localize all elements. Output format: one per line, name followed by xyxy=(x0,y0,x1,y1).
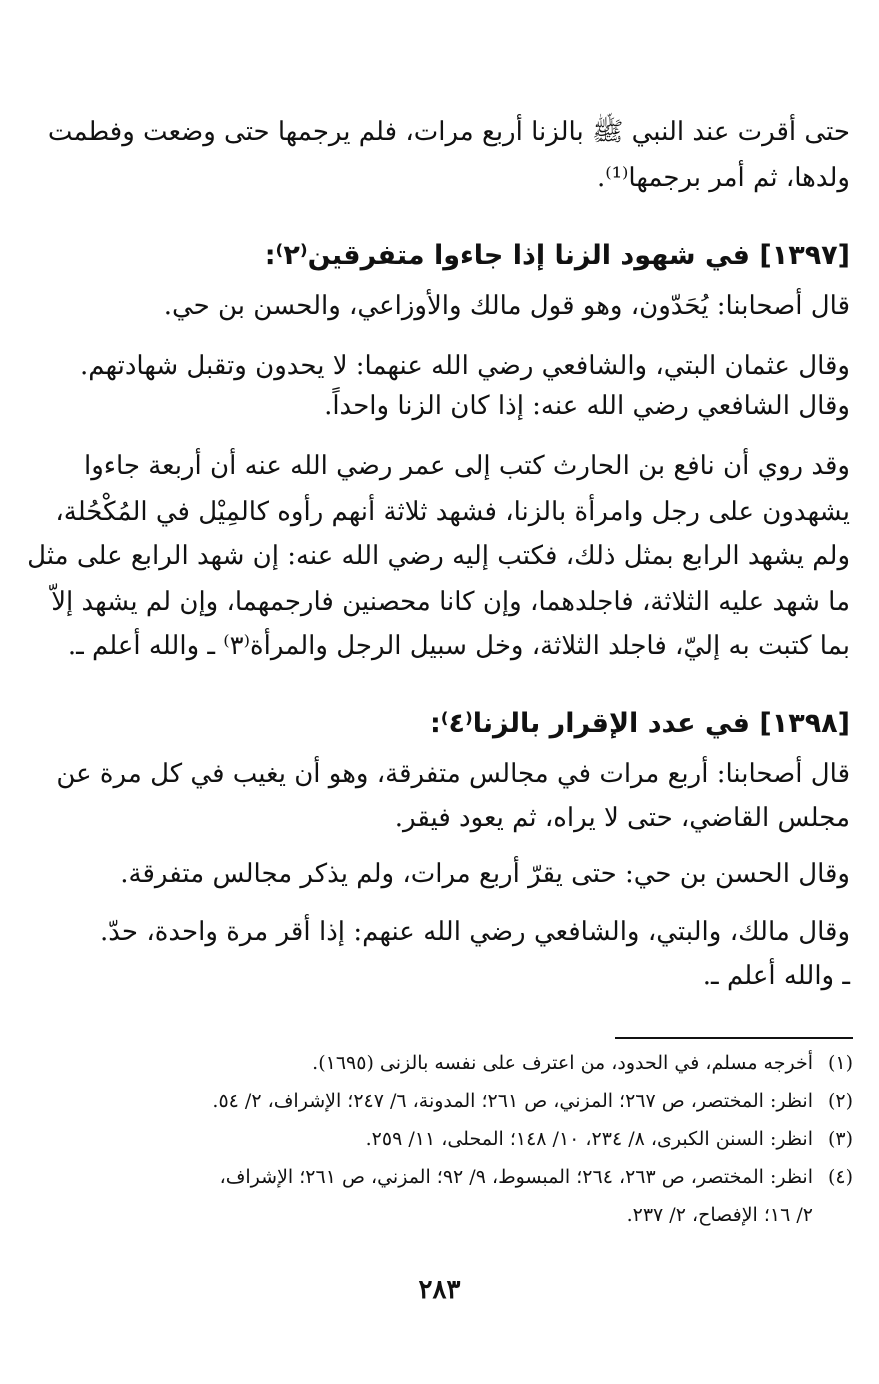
footnote xyxy=(108,1084,853,1118)
footnote-divider xyxy=(615,1037,853,1039)
paragraph-line: وقد روي أن نافع بن الحارث كتب إلى عمر رضي الله عنه أن أربعة جاءوا xyxy=(83,451,850,481)
paragraph-line: ولم يشهد الرابع بمثل ذلك، فكتب إليه رضي الله عنه: إن شهد الرابع على مثل xyxy=(27,541,850,571)
footnote-text: ٢/ ١٦؛ الإفصاح، ٢/ ٢٣٧. xyxy=(626,1204,813,1226)
footnote xyxy=(108,1122,853,1156)
section-heading-1397: [١٣٩٧] في شهود الزنا إذا جاءوا متفرقين⁽٢⁾: xyxy=(264,240,850,271)
footnote-number: (١) xyxy=(827,1052,853,1074)
footnote-number: (٤) xyxy=(827,1166,853,1188)
paragraph-line: ولدها، ثم أمر برجمها⁽¹⁾. xyxy=(596,163,850,193)
footnote-text: انظر: المختصر، ص ٢٦٣، ٢٦٤؛ المبسوط، ٩/ ٩٢؛ المزني، ص ٢٦١؛ الإشراف، xyxy=(219,1166,813,1188)
paragraph-line: ـ والله أعلم ـ. xyxy=(702,961,850,991)
footnote-number: (٣) xyxy=(827,1128,853,1150)
footnote xyxy=(108,1160,853,1194)
paragraph-line: مجلس القاضي، حتى لا يراه، ثم يعود فيقر. xyxy=(394,803,850,833)
paragraph-line: يشهدون على رجل وامرأة بالزنا، فشهد ثلاثة أنهم رأوه كالمِيْل في المُكْحُلة، xyxy=(55,497,850,527)
paragraph-line: بما كتبت به إليّ، فاجلد الثلاثة، وخل سبيل الرجل والمرأة⁽٣⁾ ـ والله أعلم ـ. xyxy=(67,631,850,661)
paragraph-line: قال أصحابنا: أربع مرات في مجالس متفرقة، وهو أن يغيب في كل مرة عن xyxy=(56,759,850,789)
paragraph-line: وقال عثمان البتي، والشافعي رضي الله عنهما: لا يحدون وتقبل شهادتهم. xyxy=(80,351,850,381)
paragraph-line: حتى أقرت عند النبي ﷺ بالزنا أربع مرات، فلم يرجمها حتى وضعت وفطمت xyxy=(47,117,850,147)
section-heading-1398: [١٣٩٨] في عدد الإقرار بالزنا⁽٤⁾: xyxy=(429,708,850,739)
paragraph-line: وقال الحسن بن حي: حتى يقرّ أربع مرات، ولم يذكر مجالس متفرقة. xyxy=(120,859,850,889)
paragraph-line: ما شهد عليه الثلاثة، فاجلدهما، وإن كانا محصنين فارجمهما، وإن لم يشهد إلاّ xyxy=(51,587,850,617)
footnote-text: أخرجه مسلم، في الحدود، من اعترف على نفسه بالزنى (١٦٩٥). xyxy=(312,1052,813,1074)
footnote-text: انظر: المختصر، ص ٢٦٧؛ المزني، ص ٢٦١؛ المدونة، ٦/ ٢٤٧؛ الإشراف، ٢/ ٥٤. xyxy=(212,1090,813,1112)
footnote xyxy=(108,1046,853,1080)
footnote-number: (٢) xyxy=(827,1090,853,1112)
footnote-text: انظر: السنن الكبرى، ٨/ ٢٣٤، ١٠/ ١٤٨؛ المحلى، ١١/ ٢٥٩. xyxy=(365,1128,813,1150)
paragraph-line: وقال الشافعي رضي الله عنه: إذا كان الزنا واحداً. xyxy=(324,391,850,421)
paragraph-line: قال أصحابنا: يُحَدّون، وهو قول مالك والأوزاعي، والحسن بن حي. xyxy=(163,291,850,321)
paragraph-line: وقال مالك، والبتي، والشافعي رضي الله عنهم: إذا أقر مرة واحدة، حدّ. xyxy=(100,917,851,947)
page-number: ٢٨٣ xyxy=(418,1275,461,1305)
footnote-continuation xyxy=(108,1198,853,1232)
